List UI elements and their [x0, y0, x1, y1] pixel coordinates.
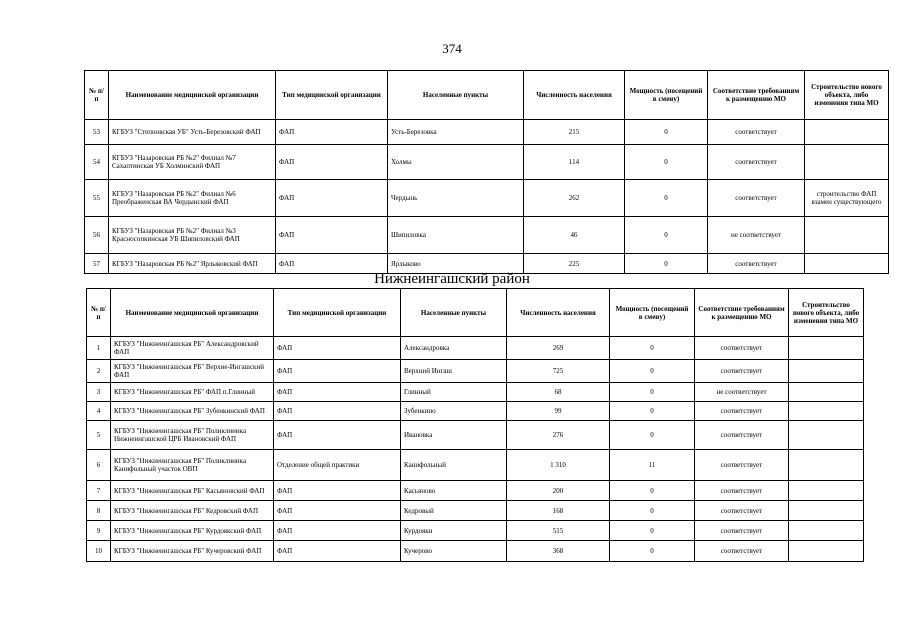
row-type: ФАП: [274, 501, 401, 521]
row-compliance: не соответствует: [708, 217, 805, 254]
header-name: Наименование медицинской организации: [111, 289, 274, 337]
row-type: ФАП: [276, 180, 388, 217]
header-num: № п/п: [87, 289, 111, 337]
row-name: КГБУЗ "Назаровская РБ №2" Филиал №6 Преображенская ВА Чердынский ФАП: [109, 180, 276, 217]
row-num: 57: [85, 254, 109, 274]
row-population: 1 310: [507, 450, 610, 481]
row-population: 725: [507, 360, 610, 383]
row-construction: [789, 450, 864, 481]
row-construction: [789, 421, 864, 450]
row-type: ФАП: [274, 541, 401, 562]
table-row: [87, 421, 864, 450]
row-num: 10: [87, 541, 111, 562]
row-capacity: 0: [610, 402, 695, 421]
row-capacity: 0: [610, 481, 695, 501]
header-population: Численность населения: [507, 289, 610, 337]
row-construction: [789, 481, 864, 501]
row-compliance: соответствует: [695, 337, 789, 360]
row-capacity: 11: [610, 450, 695, 481]
row-population: 515: [507, 521, 610, 541]
row-name: КГБУЗ "Нижнеингашская РБ" Верхне-Ингашский ФАП: [111, 360, 274, 383]
row-compliance: соответствует: [695, 450, 789, 481]
row-population: 225: [524, 254, 625, 274]
table-row: [85, 217, 889, 254]
row-construction: строительство ФАП взамен существующего: [805, 180, 889, 217]
row-capacity: 0: [610, 360, 695, 383]
row-num: 5: [87, 421, 111, 450]
row-population: 200: [507, 481, 610, 501]
facilities-table-1: [84, 70, 889, 274]
row-settlement: Ивановка: [401, 421, 507, 450]
row-capacity: 0: [625, 145, 708, 180]
table-row: [87, 501, 864, 521]
row-construction: [789, 360, 864, 383]
row-settlement: Усть-Березовка: [388, 120, 524, 145]
row-construction: [789, 541, 864, 562]
table-row: [87, 541, 864, 562]
row-name: КГБУЗ "Нижнеингашская РБ" Зубенкинский ФАП: [111, 402, 274, 421]
header-construction: Строительство нового объекта, либо изменения типа МО: [789, 289, 864, 337]
row-num: 1: [87, 337, 111, 360]
row-settlement: Касьяново: [401, 481, 507, 501]
row-type: ФАП: [274, 421, 401, 450]
header-capacity: Мощность (посещений в смену): [625, 71, 708, 120]
header-compliance: Соответствие требованиям к размещению МО: [695, 289, 789, 337]
row-name: КГБУЗ "Нижнеингашская РБ" Кучеровский ФАП: [111, 541, 274, 562]
header-settlements: Населенные пункты: [401, 289, 507, 337]
row-construction: [805, 120, 889, 145]
row-compliance: соответствует: [708, 180, 805, 217]
row-settlement: Глинный: [401, 383, 507, 402]
row-num: 4: [87, 402, 111, 421]
table-row: [87, 360, 864, 383]
row-population: 276: [507, 421, 610, 450]
table-row: [87, 521, 864, 541]
row-population: 46: [524, 217, 625, 254]
header-name: Наименование медицинской организации: [109, 71, 276, 120]
row-settlement: Канифольный: [401, 450, 507, 481]
row-capacity: 0: [610, 421, 695, 450]
facilities-table-2: [86, 288, 864, 562]
row-type: ФАП: [274, 383, 401, 402]
row-construction: [789, 383, 864, 402]
row-compliance: соответствует: [695, 360, 789, 383]
row-compliance: соответствует: [695, 481, 789, 501]
row-type: Отделение общей практики: [274, 450, 401, 481]
row-construction: [789, 337, 864, 360]
row-num: 7: [87, 481, 111, 501]
row-name: КГБУЗ "Нижнеингашская РБ" Александровский ФАП: [111, 337, 274, 360]
row-settlement: Ярлыково: [388, 254, 524, 274]
row-settlement: Шипиловка: [388, 217, 524, 254]
header-settlements: Населенные пункты: [388, 71, 524, 120]
row-population: 99: [507, 402, 610, 421]
row-num: 55: [85, 180, 109, 217]
row-compliance: соответствует: [708, 145, 805, 180]
header-type: Тип медицинской организации: [274, 289, 401, 337]
row-capacity: 0: [610, 521, 695, 541]
row-construction: [789, 402, 864, 421]
header-population: Численность населения: [524, 71, 625, 120]
row-compliance: соответствует: [695, 521, 789, 541]
row-population: 269: [507, 337, 610, 360]
table-row: [85, 120, 889, 145]
row-name: КГБУЗ "Назаровская РБ №2" Филиал №3 Красносопкинская УБ Шипиловский ФАП: [109, 217, 276, 254]
row-compliance: соответствует: [695, 501, 789, 521]
row-population: 262: [524, 180, 625, 217]
row-type: ФАП: [274, 337, 401, 360]
row-type: ФАП: [276, 254, 388, 274]
row-num: 9: [87, 521, 111, 541]
page-number: 374: [442, 41, 462, 56]
row-construction: [789, 521, 864, 541]
row-settlement: Зубенкино: [401, 402, 507, 421]
table-row: [87, 450, 864, 481]
row-name: КГБУЗ "Нижнеингашская РБ" Кедровский ФАП: [111, 501, 274, 521]
row-type: ФАП: [274, 360, 401, 383]
row-type: ФАП: [274, 521, 401, 541]
row-num: 56: [85, 217, 109, 254]
header-construction: Строительство нового объекта, либо изменения типа МО: [805, 71, 889, 120]
row-capacity: 0: [625, 180, 708, 217]
row-compliance: не соответствует: [695, 383, 789, 402]
row-num: 6: [87, 450, 111, 481]
table-row: [85, 145, 889, 180]
row-num: 3: [87, 383, 111, 402]
row-name: КГБУЗ "Нижнеингашская РБ" Касьяновский ФАП: [111, 481, 274, 501]
row-compliance: соответствует: [695, 402, 789, 421]
row-compliance: соответствует: [708, 120, 805, 145]
row-population: 168: [507, 501, 610, 521]
row-type: ФАП: [276, 217, 388, 254]
table-row: [85, 180, 889, 217]
row-num: 8: [87, 501, 111, 521]
row-settlement: Александровка: [401, 337, 507, 360]
row-type: ФАП: [274, 481, 401, 501]
header-compliance: Соответствие требованиям к размещению МО: [708, 71, 805, 120]
row-name: КГБУЗ "Назаровская РБ №2" Филиал №7 Сахаптинская УБ Холминский ФАП: [109, 145, 276, 180]
row-capacity: 0: [610, 541, 695, 562]
row-num: 53: [85, 120, 109, 145]
table-row: [87, 383, 864, 402]
row-population: 215: [524, 120, 625, 145]
row-name: КГБУЗ "Степновская УБ" Усть-Березовский ФАП: [109, 120, 276, 145]
row-capacity: 0: [610, 501, 695, 521]
row-settlement: Курдояки: [401, 521, 507, 541]
row-construction: [805, 217, 889, 254]
row-name: КГБУЗ "Нижнеингашская РБ" Поликлиника Нижнеингашской ЦРБ Ивановский ФАП: [111, 421, 274, 450]
table-header-row: [85, 71, 889, 120]
header-type: Тип медицинской организации: [276, 71, 388, 120]
section-title: Нижнеингашский район: [374, 271, 530, 287]
row-name: КГБУЗ "Нижнеингашская РБ" ФАП п.Глинный: [111, 383, 274, 402]
row-type: ФАП: [274, 402, 401, 421]
row-type: ФАП: [276, 120, 388, 145]
row-capacity: 0: [625, 254, 708, 274]
row-name: КГБУЗ "Нижнеингашская РБ" Поликлиника Канифольный участок ОВП: [111, 450, 274, 481]
row-population: 68: [507, 383, 610, 402]
row-settlement: Кучерово: [401, 541, 507, 562]
header-num: № п/п: [85, 71, 109, 120]
row-compliance: соответствует: [695, 541, 789, 562]
row-compliance: соответствует: [708, 254, 805, 274]
row-settlement: Верхний Ингаш: [401, 360, 507, 383]
table-row: [87, 402, 864, 421]
row-capacity: 0: [625, 120, 708, 145]
row-name: КГБУЗ "Нижнеингашская РБ" Курдоякский ФАП: [111, 521, 274, 541]
table-row: [87, 337, 864, 360]
row-population: 368: [507, 541, 610, 562]
row-compliance: соответствует: [695, 421, 789, 450]
row-capacity: 0: [610, 383, 695, 402]
row-capacity: 0: [625, 217, 708, 254]
header-capacity: Мощность (посещений в смену): [610, 289, 695, 337]
row-settlement: Чердынь: [388, 180, 524, 217]
row-construction: [805, 145, 889, 180]
row-population: 114: [524, 145, 625, 180]
row-type: ФАП: [276, 145, 388, 180]
row-settlement: Кедровый: [401, 501, 507, 521]
row-num: 2: [87, 360, 111, 383]
row-settlement: Холмы: [388, 145, 524, 180]
table-header-row: [87, 289, 864, 337]
row-name: КГБУЗ "Назаровская РБ №2" Ярлыковский ФАП: [109, 254, 276, 274]
row-construction: [789, 501, 864, 521]
row-num: 54: [85, 145, 109, 180]
table-row: [87, 481, 864, 501]
row-capacity: 0: [610, 337, 695, 360]
